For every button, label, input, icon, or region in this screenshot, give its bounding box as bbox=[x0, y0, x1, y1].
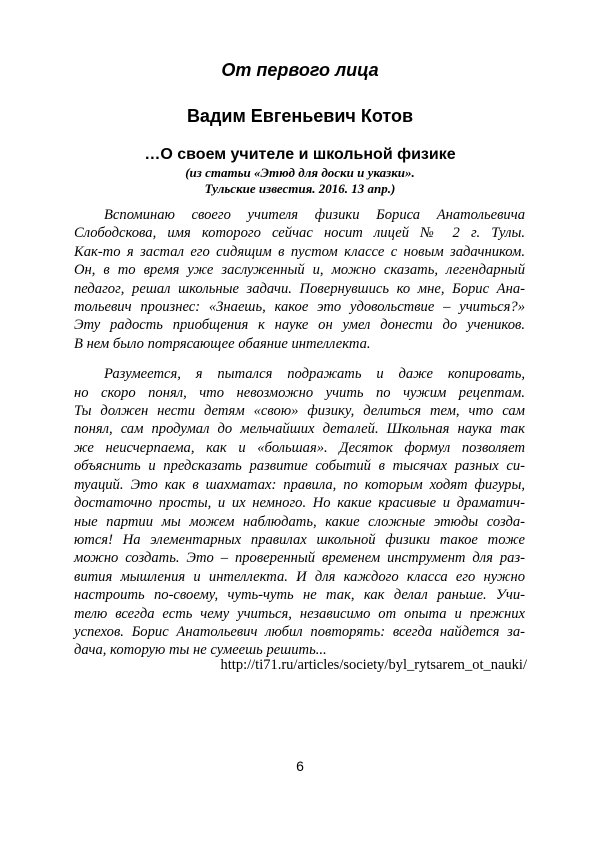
paragraph-2 bbox=[74, 365, 525, 660]
text-line: тольевич произнес: «Знаешь, какое это удовольствие – учиться?» bbox=[74, 299, 525, 316]
text-line: настроить по-своему, чуть-чуть не так, как делал раньше. Учи- bbox=[74, 587, 525, 604]
author-name: Вадим Евгеньевич Котов bbox=[186, 106, 414, 126]
text-line: ные партии мы можем наблюдать, какие сложные этюды созда- bbox=[74, 513, 525, 530]
text-line: успехов. Борис Анатольевич любил повторять: всегда найдется за- bbox=[74, 623, 525, 640]
text-line: Слободскова, имя которого сейчас носит лицей № 2 г. Тулы. bbox=[74, 225, 525, 242]
text-line: педагог, решал школьные задачи. Повернувшись ко мне, Борис Ана- bbox=[74, 280, 525, 297]
text-line: Ты должен нести детям «свою» физику, делиться тем, что сам bbox=[74, 403, 525, 420]
text-line: объяснить и предсказать развитие событий в тысячах разных си- bbox=[74, 458, 525, 475]
source-line: (из статьи «Этюд для доски и указки». bbox=[185, 165, 415, 180]
source-url: http://ti71.ru/articles/society/byl_rytsarem_ot_nauki/ bbox=[220, 657, 527, 673]
source-line: Тульские известия. 2016. 13 апр.) bbox=[204, 181, 396, 196]
page-number: 6 bbox=[296, 758, 304, 774]
text-line: можно создать. Это – проверенный временем инструмент для раз- bbox=[74, 550, 525, 567]
text-line: понял, сам продумал до мельчайших деталей. Школьная наука так bbox=[74, 421, 525, 438]
text-line: но скоро понял, что невозможно учить по чужим рецептам. bbox=[74, 384, 525, 401]
article-title: …О своем учителе и школьной физике bbox=[144, 146, 456, 163]
text-line: достаточно просты, и их немного. Но какие красивые и драматич- bbox=[74, 495, 525, 512]
text-line: Вспоминаю своего учителя физики Бориса Анатольевича bbox=[104, 207, 525, 223]
text-line: туаций. Это как в шахматах: правила, по которым ходят фигуры, bbox=[74, 476, 525, 493]
text-line: же неисчерпаема, как и «большая». Десяток формул позволяет bbox=[74, 439, 525, 456]
text-line: вития мышления и интеллекта. И для каждого класса его нужно bbox=[74, 568, 525, 585]
source-citation bbox=[0, 165, 600, 197]
section-title: От первого лица bbox=[221, 60, 379, 80]
text-line: Эту радость приобщения к науке он умел донести до учеников. bbox=[74, 317, 525, 334]
text-line: Как-то я застал его сидящим в пустом классе с новым задачником. bbox=[74, 243, 525, 260]
text-line: В нем было потрясающее обаяние интеллекта. bbox=[74, 335, 371, 352]
article-body bbox=[74, 206, 525, 672]
text-line: дача, которую ты не сумеешь решить... bbox=[74, 642, 327, 659]
text-line: телю всегда есть чему учиться, независимо от опыта и прежних bbox=[74, 605, 525, 622]
text-line: ются! На элементарных правилах школьной физики такое тоже bbox=[74, 531, 525, 548]
text-line: Разумеется, я пытался подражать и даже копировать, bbox=[104, 366, 525, 383]
paragraph-1 bbox=[74, 206, 525, 353]
text-line: Он, в то время уже заслуженный и, можно сказать, легендарный bbox=[74, 262, 525, 279]
